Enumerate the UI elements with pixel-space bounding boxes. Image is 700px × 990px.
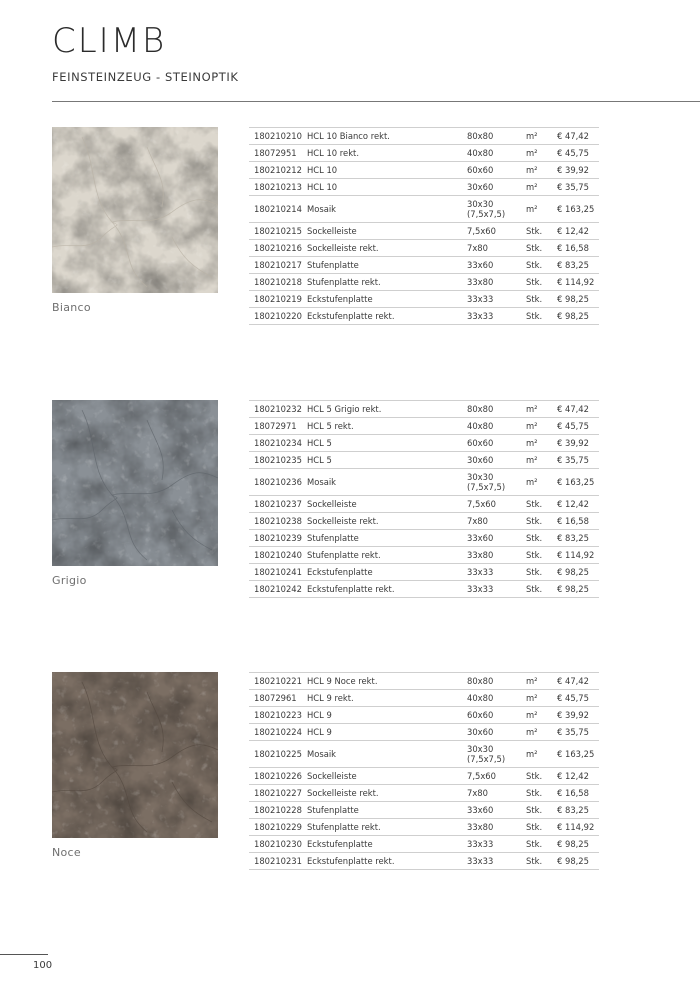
article-number: 180210230: [254, 839, 302, 849]
table-row: [249, 128, 599, 145]
product-size: 7,5x60: [467, 771, 496, 781]
article-number: 18072961: [254, 693, 297, 703]
product-size: 40x80: [467, 148, 494, 158]
footer-divider: [0, 954, 48, 955]
product-unit: m²: [526, 676, 538, 686]
page-title: CLIMB: [52, 21, 167, 61]
product-price: € 98,25: [557, 294, 589, 304]
article-number: 180210234: [254, 438, 302, 448]
product-size: 33x33: [467, 839, 494, 849]
product-unit: Stk.: [526, 260, 543, 270]
tile-swatch-image: [52, 672, 218, 838]
table-row: [249, 819, 599, 836]
product-name: HCL 10: [307, 182, 338, 192]
table-row: [249, 785, 599, 802]
page-subtitle: FEINSTEINZEUG - STEINOPTIK: [52, 70, 239, 84]
product-size: 33x33: [467, 567, 494, 577]
article-number: 180210236: [254, 477, 302, 487]
product-size: 80x80: [467, 404, 494, 414]
table-row: [249, 435, 599, 452]
product-size: 40x80: [467, 693, 494, 703]
product-name: Sockelleiste rekt.: [307, 243, 379, 253]
product-unit: Stk.: [526, 822, 543, 832]
product-size: 7x80: [467, 788, 488, 798]
product-price: € 114,92: [557, 822, 595, 832]
product-name: HCL 5: [307, 455, 332, 465]
tile-swatch-image: [52, 127, 218, 293]
product-size: 60x60: [467, 438, 494, 448]
product-name: Stufenplatte: [307, 805, 359, 815]
table-row: [249, 452, 599, 469]
product-unit: Stk.: [526, 584, 543, 594]
product-price: € 12,42: [557, 226, 589, 236]
product-price: € 98,25: [557, 567, 589, 577]
product-size: 80x80: [467, 676, 494, 686]
product-price: € 163,25: [557, 477, 595, 487]
product-price: € 47,42: [557, 131, 589, 141]
page-number: 100: [33, 960, 53, 971]
table-row: [249, 581, 599, 598]
product-name: HCL 9: [307, 727, 332, 737]
table-row: [249, 179, 599, 196]
product-price: € 98,25: [557, 839, 589, 849]
product-unit: m²: [526, 165, 538, 175]
table-row: [249, 673, 599, 690]
product-price: € 163,25: [557, 204, 595, 214]
product-size: 60x60: [467, 165, 494, 175]
product-unit: Stk.: [526, 839, 543, 849]
product-name: Eckstufenplatte rekt.: [307, 856, 395, 866]
product-unit: m²: [526, 710, 538, 720]
product-size: 33x33: [467, 311, 494, 321]
product-unit: m²: [526, 693, 538, 703]
product-name: Sockelleiste: [307, 771, 357, 781]
product-size: 40x80: [467, 421, 494, 431]
product-unit: m²: [526, 749, 538, 759]
product-unit: m²: [526, 477, 538, 487]
product-size: 30x60: [467, 182, 494, 192]
product-unit: m²: [526, 148, 538, 158]
table-row: [249, 401, 599, 418]
product-size: 30x30 (7,5x7,5): [467, 199, 506, 219]
product-unit: Stk.: [526, 294, 543, 304]
product-size: 7x80: [467, 516, 488, 526]
product-name: Sockelleiste rekt.: [307, 516, 379, 526]
product-unit: Stk.: [526, 567, 543, 577]
product-price: € 12,42: [557, 499, 589, 509]
product-name: Mosaik: [307, 749, 337, 759]
article-number: 180210215: [254, 226, 302, 236]
product-price: € 39,92: [557, 710, 589, 720]
product-name: Eckstufenplatte rekt.: [307, 584, 395, 594]
product-unit: m²: [526, 455, 538, 465]
product-size: 30x60: [467, 727, 494, 737]
product-unit: Stk.: [526, 533, 543, 543]
product-size: 7,5x60: [467, 499, 496, 509]
article-number: 180210241: [254, 567, 302, 577]
product-price: € 16,58: [557, 516, 589, 526]
product-section: [0, 400, 700, 620]
product-name: HCL 5 Grigio rekt.: [307, 404, 382, 414]
product-size: 7x80: [467, 243, 488, 253]
product-table: [249, 127, 599, 325]
product-name: Stufenplatte: [307, 533, 359, 543]
product-price: € 98,25: [557, 856, 589, 866]
table-row: [249, 162, 599, 179]
product-size: 60x60: [467, 710, 494, 720]
product-price: € 163,25: [557, 749, 595, 759]
table-row: [249, 223, 599, 240]
article-number: 180210237: [254, 499, 302, 509]
article-number: 180210239: [254, 533, 302, 543]
product-unit: m²: [526, 404, 538, 414]
table-row: [249, 802, 599, 819]
article-number: 180210220: [254, 311, 302, 321]
table-row: [249, 836, 599, 853]
variant-label: Noce: [52, 846, 81, 859]
variant-label: Grigio: [52, 574, 87, 587]
product-price: € 83,25: [557, 533, 589, 543]
product-unit: Stk.: [526, 856, 543, 866]
article-number: 180210229: [254, 822, 302, 832]
article-number: 180210213: [254, 182, 302, 192]
article-number: 180210240: [254, 550, 302, 560]
product-name: HCL 10: [307, 165, 338, 175]
product-unit: Stk.: [526, 805, 543, 815]
table-row: [249, 496, 599, 513]
table-row: [249, 291, 599, 308]
tile-swatch-image: [52, 400, 218, 566]
article-number: 180210221: [254, 676, 302, 686]
product-name: Stufenplatte: [307, 260, 359, 270]
product-price: € 114,92: [557, 277, 595, 287]
product-name: Sockelleiste: [307, 226, 357, 236]
product-unit: Stk.: [526, 550, 543, 560]
product-unit: m²: [526, 421, 538, 431]
product-name: Stufenplatte rekt.: [307, 550, 381, 560]
article-number: 180210225: [254, 749, 302, 759]
product-price: € 83,25: [557, 260, 589, 270]
product-price: € 47,42: [557, 676, 589, 686]
product-price: € 83,25: [557, 805, 589, 815]
product-size: 33x60: [467, 805, 494, 815]
table-row: [249, 240, 599, 257]
product-size: 7,5x60: [467, 226, 496, 236]
product-price: € 16,58: [557, 788, 589, 798]
product-price: € 45,75: [557, 421, 589, 431]
product-price: € 12,42: [557, 771, 589, 781]
product-unit: Stk.: [526, 243, 543, 253]
article-number: 180210231: [254, 856, 302, 866]
product-size: 30x30 (7,5x7,5): [467, 472, 506, 492]
table-row: [249, 530, 599, 547]
product-unit: Stk.: [526, 771, 543, 781]
product-unit: Stk.: [526, 277, 543, 287]
product-table: [249, 672, 599, 870]
product-size: 33x33: [467, 584, 494, 594]
article-number: 180210224: [254, 727, 302, 737]
product-name: Eckstufenplatte: [307, 567, 373, 577]
product-name: Stufenplatte rekt.: [307, 822, 381, 832]
product-price: € 114,92: [557, 550, 595, 560]
table-row: [249, 145, 599, 162]
product-name: Stufenplatte rekt.: [307, 277, 381, 287]
product-name: Sockelleiste: [307, 499, 357, 509]
article-number: 180210228: [254, 805, 302, 815]
article-number: 180210235: [254, 455, 302, 465]
table-row: [249, 196, 599, 223]
product-size: 30x30 (7,5x7,5): [467, 744, 506, 764]
product-price: € 35,75: [557, 182, 589, 192]
article-number: 180210226: [254, 771, 302, 781]
product-name: HCL 9 rekt.: [307, 693, 354, 703]
product-price: € 39,92: [557, 438, 589, 448]
product-price: € 45,75: [557, 693, 589, 703]
product-price: € 47,42: [557, 404, 589, 414]
table-row: [249, 690, 599, 707]
product-name: Eckstufenplatte: [307, 839, 373, 849]
product-unit: m²: [526, 204, 538, 214]
product-name: HCL 10 rekt.: [307, 148, 359, 158]
table-row: [249, 513, 599, 530]
table-row: [249, 308, 599, 325]
table-row: [249, 768, 599, 785]
product-size: 30x60: [467, 455, 494, 465]
article-number: 18072951: [254, 148, 297, 158]
product-price: € 45,75: [557, 148, 589, 158]
product-name: Eckstufenplatte: [307, 294, 373, 304]
product-size: 80x80: [467, 131, 494, 141]
product-name: HCL 9: [307, 710, 332, 720]
table-row: [249, 564, 599, 581]
product-price: € 16,58: [557, 243, 589, 253]
article-number: 180210238: [254, 516, 302, 526]
product-unit: Stk.: [526, 788, 543, 798]
article-number: 180210214: [254, 204, 302, 214]
header-divider: [52, 101, 700, 102]
article-number: 180210210: [254, 131, 302, 141]
table-row: [249, 724, 599, 741]
product-size: 33x60: [467, 533, 494, 543]
product-unit: m²: [526, 727, 538, 737]
product-name: Sockelleiste rekt.: [307, 788, 379, 798]
table-row: [249, 274, 599, 291]
article-number: 180210232: [254, 404, 302, 414]
product-unit: m²: [526, 182, 538, 192]
product-section: [0, 672, 700, 892]
table-row: [249, 741, 599, 768]
table-row: [249, 257, 599, 274]
product-name: Eckstufenplatte rekt.: [307, 311, 395, 321]
product-name: HCL 5 rekt.: [307, 421, 354, 431]
product-price: € 39,92: [557, 165, 589, 175]
product-price: € 98,25: [557, 311, 589, 321]
article-number: 180210212: [254, 165, 302, 175]
product-unit: m²: [526, 131, 538, 141]
article-number: 180210217: [254, 260, 302, 270]
product-unit: Stk.: [526, 226, 543, 236]
product-unit: Stk.: [526, 516, 543, 526]
table-row: [249, 707, 599, 724]
table-row: [249, 469, 599, 496]
product-unit: Stk.: [526, 499, 543, 509]
product-size: 33x33: [467, 294, 494, 304]
article-number: 180210219: [254, 294, 302, 304]
product-name: HCL 9 Noce rekt.: [307, 676, 378, 686]
variant-label: Bianco: [52, 301, 91, 314]
product-size: 33x60: [467, 260, 494, 270]
product-name: Mosaik: [307, 477, 337, 487]
product-name: Mosaik: [307, 204, 337, 214]
product-size: 33x33: [467, 856, 494, 866]
article-number: 18072971: [254, 421, 297, 431]
table-row: [249, 547, 599, 564]
product-unit: Stk.: [526, 311, 543, 321]
product-size: 33x80: [467, 822, 494, 832]
article-number: 180210216: [254, 243, 302, 253]
product-section: [0, 127, 700, 347]
product-unit: m²: [526, 438, 538, 448]
table-row: [249, 418, 599, 435]
product-price: € 35,75: [557, 727, 589, 737]
product-price: € 35,75: [557, 455, 589, 465]
product-size: 33x80: [467, 550, 494, 560]
article-number: 180210218: [254, 277, 302, 287]
product-name: HCL 5: [307, 438, 332, 448]
product-size: 33x80: [467, 277, 494, 287]
article-number: 180210223: [254, 710, 302, 720]
article-number: 180210227: [254, 788, 302, 798]
table-row: [249, 853, 599, 870]
product-table: [249, 400, 599, 598]
article-number: 180210242: [254, 584, 302, 594]
product-price: € 98,25: [557, 584, 589, 594]
product-name: HCL 10 Bianco rekt.: [307, 131, 390, 141]
